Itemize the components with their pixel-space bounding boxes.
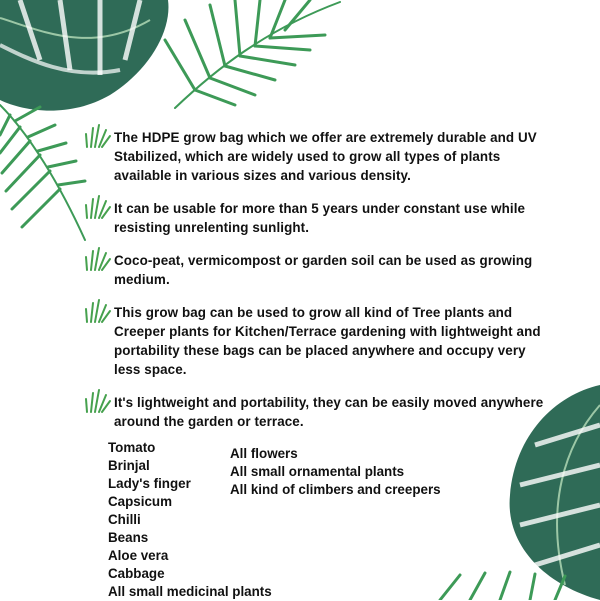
plant-list-right	[230, 445, 441, 499]
plant-lists	[84, 439, 544, 599]
fern-icon	[0, 95, 90, 245]
list-item: Lady's finger	[108, 476, 191, 491]
list-item: Capsicum	[108, 494, 172, 509]
feature-point	[84, 393, 544, 431]
grass-icon	[84, 245, 112, 271]
list-item: Brinjal	[108, 458, 150, 473]
list-item: All flowers	[230, 446, 298, 461]
list-item: Aloe vera	[108, 548, 169, 563]
list-item: All kind of climbers and creepers	[230, 482, 441, 497]
feature-text: Coco-peat, vermicompost or garden soil can be used as growing medium.	[114, 253, 533, 287]
feature-point	[84, 251, 544, 289]
list-item: Tomato	[108, 440, 156, 455]
feature-text: It's lightweight and portability, they can be easily moved anywhere around the garden or terrace.	[114, 395, 544, 429]
grass-icon	[84, 387, 112, 413]
grass-icon	[84, 193, 112, 219]
palm-frond-icon	[155, 0, 345, 110]
list-item: Chilli	[108, 512, 141, 527]
feature-point	[84, 199, 544, 237]
feature-list	[84, 128, 544, 599]
grass-icon	[84, 297, 112, 323]
list-item: All small ornamental plants	[230, 464, 405, 479]
feature-text: The HDPE grow bag which we offer are extremely durable and UV Stabilized, which are widely used to grow all types of plants available in various sizes and various density.	[114, 130, 537, 183]
list-item: Cabbage	[108, 566, 165, 581]
feature-text: It can be usable for more than 5 years under constant use while resisting unrelenting sunlight.	[114, 201, 526, 235]
feature-point	[84, 303, 544, 379]
feature-point	[84, 128, 544, 185]
feature-text: This grow bag can be used to grow all kind of Tree plants and Creeper plants for Kitchen/Terrace gardening with lightweight and portability these bags can be placed anywhere and occupy very less space.	[114, 305, 541, 377]
list-item: All small medicinal plants	[108, 584, 272, 599]
grass-icon	[84, 122, 112, 148]
list-item: Beans	[108, 530, 149, 545]
